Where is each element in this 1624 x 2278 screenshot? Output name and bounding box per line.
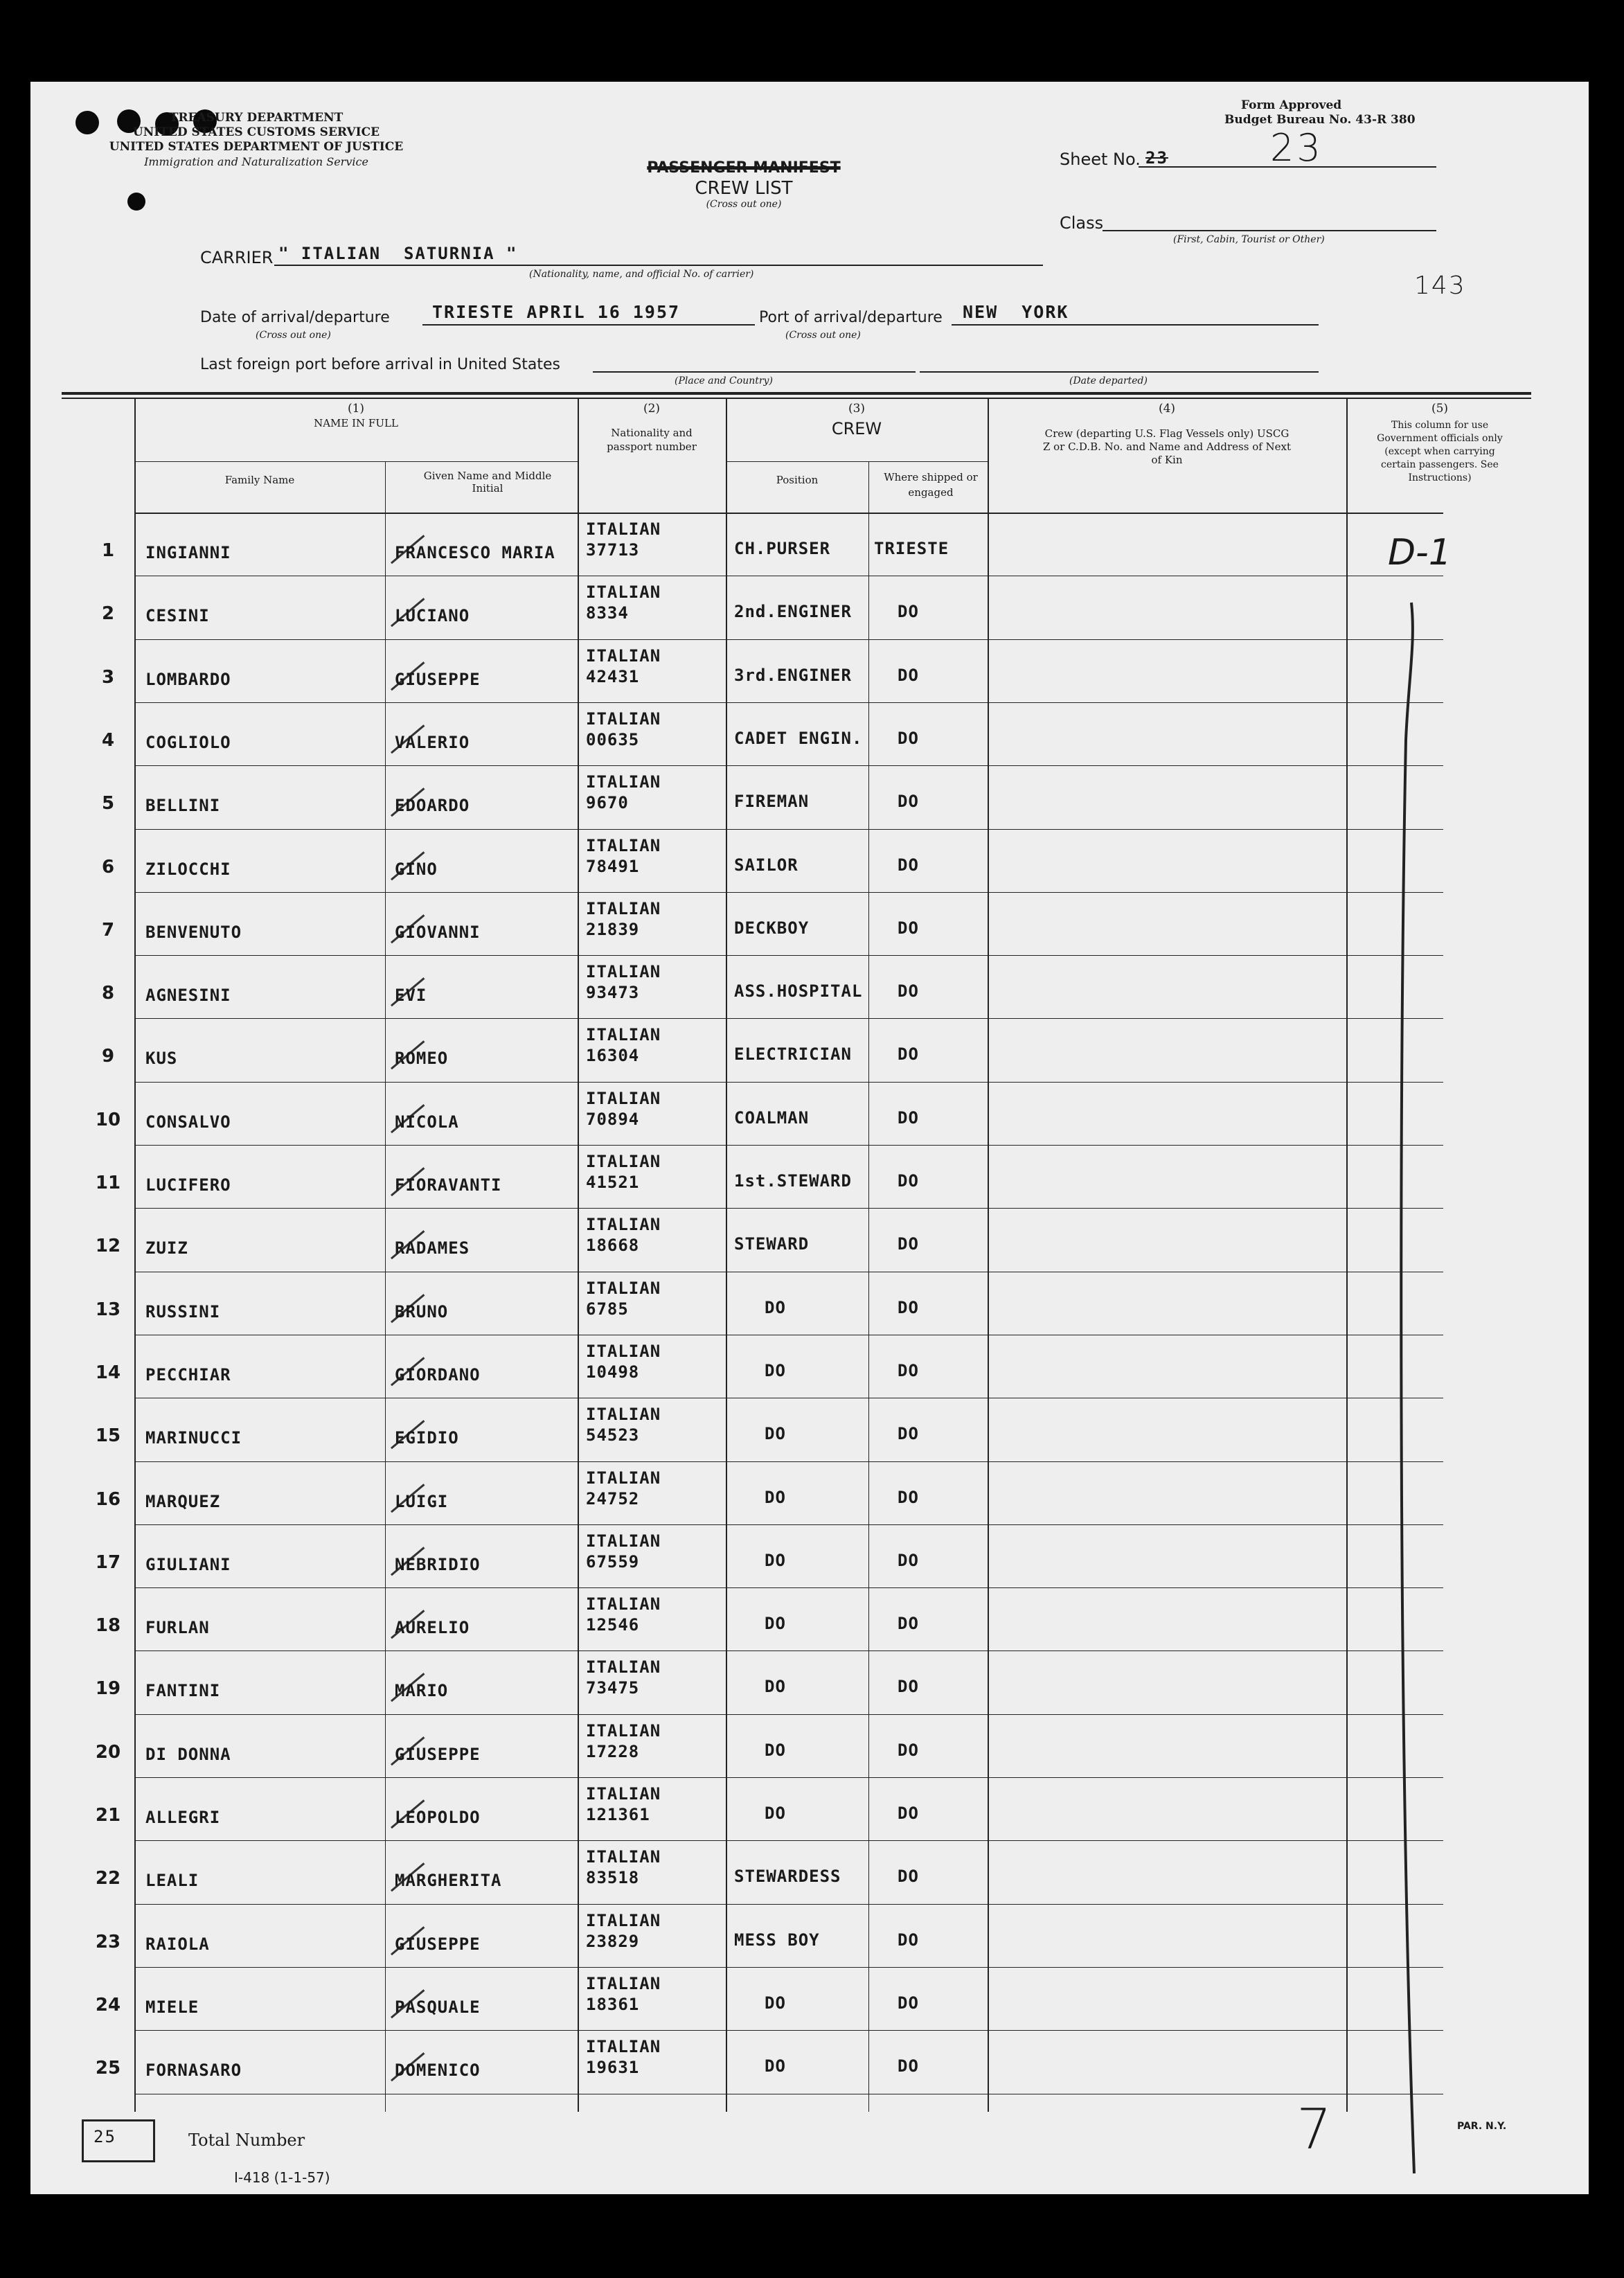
class-label: Class bbox=[1060, 213, 1104, 233]
family-name: KUS bbox=[145, 1049, 178, 1069]
passport-number: 10498 bbox=[586, 1362, 640, 1382]
nationality: ITALIAN bbox=[586, 1784, 661, 1804]
given-name: AURELIO bbox=[395, 1618, 470, 1638]
position: DO bbox=[765, 1487, 786, 1507]
row-number: 14 bbox=[95, 1362, 121, 1383]
nationality: ITALIAN bbox=[586, 1215, 661, 1235]
given-name: LUIGI bbox=[395, 1491, 449, 1511]
given-name: GIUSEPPE bbox=[395, 669, 481, 689]
row-divider bbox=[134, 1777, 1443, 1778]
position: DO bbox=[765, 1993, 786, 2013]
row-number: 8 bbox=[101, 983, 115, 1004]
row-number: 4 bbox=[101, 729, 115, 751]
passport-number: 121361 bbox=[586, 1805, 650, 1824]
row-number: 1 bbox=[101, 540, 115, 561]
position: 3rd.ENGINER bbox=[734, 665, 852, 685]
given-name: BRUNO bbox=[395, 1301, 449, 1322]
given-name: LUCIANO bbox=[395, 606, 470, 626]
passport-number: 00635 bbox=[586, 729, 640, 749]
given-name: EDOARDO bbox=[395, 796, 470, 816]
nationality: ITALIAN bbox=[586, 1657, 661, 1678]
row-divider bbox=[134, 955, 1443, 956]
family-name: DI DONNA bbox=[145, 1744, 231, 1764]
row-number: 18 bbox=[95, 1615, 121, 1637]
nationality: ITALIAN bbox=[586, 1720, 661, 1741]
row-divider bbox=[134, 1714, 1443, 1715]
printer-mark: PAR. N.Y. bbox=[1457, 2121, 1507, 2132]
nationality: ITALIAN bbox=[586, 1910, 661, 1930]
last-port-place-caption: (Place and Country) bbox=[675, 375, 773, 386]
where-shipped: DO bbox=[898, 602, 919, 622]
position: STEWARDESS bbox=[734, 1867, 841, 1887]
agency-line-1: TREASURY DEPARTMENT bbox=[169, 111, 343, 125]
given-name: MARGHERITA bbox=[395, 1871, 502, 1891]
where-shipped: DO bbox=[898, 2056, 919, 2076]
nationality: ITALIAN bbox=[586, 835, 661, 855]
position: DO bbox=[765, 1614, 786, 1634]
row-divider bbox=[134, 1524, 1443, 1525]
row-number: 2 bbox=[101, 603, 115, 625]
position: DO bbox=[765, 1677, 786, 1697]
given-name: RADAMES bbox=[395, 1238, 470, 1258]
agency-line-2: UNITED STATES CUSTOMS SERVICE bbox=[132, 125, 380, 139]
nationality: ITALIAN bbox=[586, 582, 661, 603]
row-divider bbox=[134, 1587, 1443, 1588]
family-name: MARINUCCI bbox=[145, 1428, 242, 1448]
row-number: 7 bbox=[101, 919, 115, 941]
last-port-label: Last foreign port before arrival in United States bbox=[200, 356, 560, 373]
col3b-header: Where shipped or engaged bbox=[884, 471, 978, 499]
family-name: COGLIOLO bbox=[145, 732, 231, 752]
row-number: 19 bbox=[95, 1678, 121, 1700]
passport-number: 93473 bbox=[586, 983, 640, 1003]
col1a-header: Family Name bbox=[224, 474, 295, 486]
position: CH.PURSER bbox=[734, 539, 831, 558]
carrier-label: CARRIER bbox=[200, 248, 274, 267]
position: STEWARD bbox=[734, 1234, 810, 1254]
form-id: I-418 (1-1-57) bbox=[234, 2169, 330, 2186]
passport-number: 9670 bbox=[586, 793, 629, 813]
where-shipped: DO bbox=[898, 1930, 919, 1950]
passport-number: 70894 bbox=[586, 1109, 640, 1129]
nationality: ITALIAN bbox=[586, 1152, 661, 1171]
family-name: LUCIFERO bbox=[145, 1175, 231, 1195]
family-name: CESINI bbox=[145, 606, 210, 626]
crew-list-form bbox=[30, 82, 1589, 2194]
col3-number: (3) bbox=[848, 402, 866, 416]
passport-number: 67559 bbox=[586, 1551, 640, 1572]
col3a-header: Position bbox=[776, 474, 819, 486]
family-name: ZUIZ bbox=[145, 1238, 188, 1258]
col1-number: (1) bbox=[347, 402, 365, 416]
nationality: ITALIAN bbox=[586, 1531, 661, 1551]
row-number: 3 bbox=[101, 666, 115, 688]
where-shipped: DO bbox=[898, 918, 919, 938]
passport-number: 42431 bbox=[586, 666, 640, 686]
last-port-date-caption: (Date departed) bbox=[1069, 375, 1148, 386]
row-divider bbox=[134, 892, 1443, 893]
given-name: LEOPOLDO bbox=[395, 1808, 481, 1827]
passport-number: 41521 bbox=[586, 1173, 640, 1192]
position: DO bbox=[765, 1740, 786, 1760]
agency-header bbox=[76, 111, 436, 169]
given-name: GIUSEPPE bbox=[395, 1934, 481, 1954]
passport-number: 6785 bbox=[586, 1299, 629, 1319]
row-divider bbox=[134, 1967, 1443, 1968]
row-number: 15 bbox=[95, 1425, 121, 1447]
agency-line-4: Immigration and Naturalization Service bbox=[144, 155, 368, 168]
family-name: BELLINI bbox=[145, 796, 221, 816]
date-arrival-value: TRIESTE APRIL 16 1957 bbox=[432, 302, 681, 322]
position: ELECTRICIAN bbox=[734, 1044, 852, 1065]
position: DECKBOY bbox=[734, 918, 810, 938]
where-shipped: DO bbox=[898, 1614, 919, 1634]
passport-number: 54523 bbox=[586, 1425, 640, 1445]
row-divider bbox=[134, 1840, 1443, 1841]
row-number: 17 bbox=[95, 1551, 121, 1573]
given-name: NICOLA bbox=[395, 1112, 459, 1132]
total-label: Total Number bbox=[188, 2130, 305, 2150]
nationality: ITALIAN bbox=[586, 519, 661, 539]
nationality: ITALIAN bbox=[586, 1847, 661, 1867]
where-shipped: DO bbox=[898, 1740, 919, 1760]
family-name: ALLEGRI bbox=[145, 1808, 221, 1827]
col1-header bbox=[134, 402, 578, 431]
col5-header bbox=[1346, 402, 1533, 485]
given-name: FIORAVANTI bbox=[395, 1175, 502, 1195]
col2-header bbox=[578, 402, 726, 454]
where-shipped: DO bbox=[898, 1234, 919, 1254]
col1b-header: Given Name and Middle Initial bbox=[423, 470, 552, 495]
family-name: CONSALVO bbox=[145, 1112, 231, 1132]
nationality: ITALIAN bbox=[586, 709, 661, 729]
row-number: 16 bbox=[95, 1488, 121, 1510]
col4-title: Crew (departing U.S. Flag Vessels only) USCG Z or C.D.B. No. and Name and Address of Next of Kin bbox=[1042, 427, 1292, 466]
where-shipped: DO bbox=[898, 855, 919, 875]
passport-number: 21839 bbox=[586, 919, 640, 939]
passport-number: 18361 bbox=[586, 1994, 640, 2014]
nationality: ITALIAN bbox=[586, 1341, 661, 1361]
family-name: FANTINI bbox=[145, 1681, 221, 1701]
row-divider bbox=[134, 1082, 1443, 1083]
col5-number: (5) bbox=[1431, 402, 1449, 416]
given-name: GIOVANNI bbox=[395, 922, 481, 942]
col2-number: (2) bbox=[643, 402, 661, 416]
sheet-number-label: Sheet No. bbox=[1060, 150, 1141, 169]
crew-list-title: CREW LIST bbox=[695, 178, 793, 199]
form-approved bbox=[1224, 98, 1416, 127]
row-number: 21 bbox=[95, 1805, 121, 1826]
nationality: ITALIAN bbox=[586, 1973, 661, 1993]
position: DO bbox=[765, 1424, 786, 1444]
row-divider bbox=[134, 639, 1443, 640]
passport-number: 8334 bbox=[586, 603, 629, 623]
position: DO bbox=[765, 1297, 786, 1317]
row-divider bbox=[134, 829, 1443, 830]
passport-number: 37713 bbox=[586, 540, 640, 560]
passport-number: 73475 bbox=[586, 1678, 640, 1698]
passport-number: 24752 bbox=[586, 1488, 640, 1509]
row-divider bbox=[134, 1461, 1443, 1462]
row-number: 24 bbox=[95, 1994, 121, 2016]
nationality: ITALIAN bbox=[586, 1468, 661, 1488]
col1-title: NAME IN FULL bbox=[314, 417, 398, 429]
form-title bbox=[640, 159, 848, 210]
family-name: FORNASARO bbox=[145, 2061, 242, 2081]
row-number: 12 bbox=[95, 1236, 121, 1257]
where-shipped: DO bbox=[898, 1171, 919, 1191]
row-number: 11 bbox=[95, 1173, 121, 1193]
position: CADET ENGIN. bbox=[734, 728, 863, 748]
nationality: ITALIAN bbox=[586, 772, 661, 792]
family-name: AGNESINI bbox=[145, 986, 231, 1006]
agency-line-3: UNITED STATES DEPARTMENT OF JUSTICE bbox=[109, 140, 404, 154]
passport-number: 12546 bbox=[586, 1615, 640, 1635]
passport-number: 17228 bbox=[586, 1741, 640, 1761]
family-name: MIELE bbox=[145, 1997, 199, 2017]
row-divider bbox=[134, 1018, 1443, 1019]
row-number: 13 bbox=[95, 1299, 121, 1320]
family-name: RUSSINI bbox=[145, 1301, 221, 1322]
title-note: (Cross out one) bbox=[706, 199, 782, 210]
given-name: NEBRIDIO bbox=[395, 1554, 481, 1574]
passport-number: 18668 bbox=[586, 1236, 640, 1256]
form-approved-line-1: Form Approved bbox=[1241, 98, 1342, 112]
nationality: ITALIAN bbox=[586, 1025, 661, 1045]
passport-number: 23829 bbox=[586, 1931, 640, 1951]
annotation-row1: D-1 bbox=[1388, 532, 1452, 573]
struck-title: PASSENGER MANIFEST bbox=[647, 159, 841, 177]
budget-bureau-number: Budget Bureau No. 43-R 380 bbox=[1224, 113, 1416, 127]
port-arrival-value: NEW YORK bbox=[963, 302, 1069, 322]
col3-title: CREW bbox=[831, 419, 882, 438]
col5-title: This column for use Government officials only (except when carrying certain passengers. See Instructions) bbox=[1377, 420, 1503, 483]
where-shipped: DO bbox=[898, 1424, 919, 1444]
nationality: ITALIAN bbox=[586, 1278, 661, 1298]
where-shipped: DO bbox=[898, 728, 919, 748]
row-number: 6 bbox=[101, 856, 115, 878]
where-shipped: DO bbox=[898, 1487, 919, 1507]
row-number: 25 bbox=[95, 2058, 121, 2079]
position: 1st.STEWARD bbox=[734, 1171, 852, 1191]
col3-header bbox=[726, 402, 988, 436]
nationality: ITALIAN bbox=[586, 646, 661, 666]
where-shipped: DO bbox=[898, 665, 919, 685]
nationality: ITALIAN bbox=[586, 898, 661, 918]
family-name: RAIOLA bbox=[145, 1934, 210, 1954]
family-name: ZILOCCHI bbox=[145, 859, 231, 879]
passport-number: 16304 bbox=[586, 1046, 640, 1066]
given-name: EGIDIO bbox=[395, 1428, 459, 1448]
position: 2nd.ENGINER bbox=[734, 602, 852, 622]
col4-header bbox=[988, 402, 1346, 467]
family-name: LOMBARDO bbox=[145, 669, 231, 689]
sheet-number-handwritten: 23 bbox=[1270, 126, 1323, 170]
family-name: FURLAN bbox=[145, 1618, 210, 1638]
where-shipped: TRIESTE bbox=[874, 539, 949, 558]
total-box bbox=[82, 2119, 155, 2162]
row-divider bbox=[134, 765, 1443, 766]
position: ASS.HOSPITAL bbox=[734, 981, 863, 1002]
row-divider bbox=[134, 1145, 1443, 1146]
nationality: ITALIAN bbox=[586, 962, 661, 982]
stamp-number: 143 bbox=[1414, 272, 1466, 300]
where-shipped: DO bbox=[898, 792, 919, 812]
family-name: GIULIANI bbox=[145, 1554, 231, 1574]
given-name: FRANCESCO MARIA bbox=[395, 543, 555, 562]
passport-number: 19631 bbox=[586, 2058, 640, 2078]
sheet-number-typed: 23 bbox=[1145, 148, 1168, 168]
position: FIREMAN bbox=[734, 792, 810, 812]
row-number: 20 bbox=[95, 1741, 121, 1763]
passport-number: 83518 bbox=[586, 1868, 640, 1888]
row-number: 22 bbox=[95, 1868, 121, 1889]
port-arrival-label: Port of arrival/departure bbox=[759, 309, 943, 326]
handwritten-mark: 7 bbox=[1296, 2097, 1332, 2162]
passport-number: 78491 bbox=[586, 856, 640, 876]
total-value: 25 bbox=[93, 2127, 116, 2146]
row-number: 23 bbox=[95, 1931, 121, 1952]
date-arrival-label: Date of arrival/departure bbox=[200, 309, 390, 326]
row-divider bbox=[134, 702, 1443, 703]
carrier-caption: (Nationality, name, and official No. of carrier) bbox=[529, 269, 754, 280]
where-shipped: DO bbox=[898, 981, 919, 1002]
row-number: 9 bbox=[101, 1046, 115, 1067]
punch-hole bbox=[127, 193, 145, 211]
where-shipped: DO bbox=[898, 1867, 919, 1887]
where-shipped: DO bbox=[898, 1360, 919, 1380]
position: DO bbox=[765, 1360, 786, 1380]
given-name: DOMENICO bbox=[395, 2061, 481, 2081]
nationality: ITALIAN bbox=[586, 1088, 661, 1108]
position: DO bbox=[765, 2056, 786, 2076]
row-number: 10 bbox=[95, 1109, 121, 1130]
where-shipped: DO bbox=[898, 1993, 919, 2013]
row-number: 5 bbox=[101, 793, 115, 815]
row-divider bbox=[134, 1904, 1443, 1905]
row-divider bbox=[134, 2030, 1443, 2031]
given-name: ROMEO bbox=[395, 1049, 449, 1069]
given-name: EVI bbox=[395, 986, 427, 1006]
row-divider bbox=[134, 1650, 1443, 1651]
given-name: VALERIO bbox=[395, 732, 470, 752]
carrier-value: " ITALIAN SATURNIA " bbox=[278, 244, 518, 263]
where-shipped: DO bbox=[898, 1297, 919, 1317]
given-name: GIUSEPPE bbox=[395, 1744, 481, 1764]
port-arrival-caption: (Cross out one) bbox=[785, 330, 861, 341]
where-shipped: DO bbox=[898, 1550, 919, 1570]
family-name: INGIANNI bbox=[145, 543, 231, 562]
position: DO bbox=[765, 1804, 786, 1823]
date-arrival-caption: (Cross out one) bbox=[256, 330, 331, 341]
given-name: PASQUALE bbox=[395, 1997, 481, 2017]
where-shipped: DO bbox=[898, 1677, 919, 1697]
nationality: ITALIAN bbox=[586, 1405, 661, 1425]
col2-title: Nationality and passport number bbox=[607, 427, 697, 453]
family-name: PECCHIAR bbox=[145, 1364, 231, 1385]
col4-number: (4) bbox=[1158, 402, 1176, 416]
family-name: BENVENUTO bbox=[145, 922, 242, 942]
position: SAILOR bbox=[734, 855, 798, 875]
where-shipped: DO bbox=[898, 1044, 919, 1065]
position: DO bbox=[765, 1550, 786, 1570]
where-shipped: DO bbox=[898, 1107, 919, 1128]
ditto-line-col5 bbox=[1388, 601, 1443, 2180]
family-name: MARQUEZ bbox=[145, 1491, 221, 1511]
position: COALMAN bbox=[734, 1107, 810, 1128]
nationality: ITALIAN bbox=[586, 1594, 661, 1614]
class-caption: (First, Cabin, Tourist or Other) bbox=[1173, 234, 1325, 245]
position: MESS BOY bbox=[734, 1930, 820, 1950]
given-name: MARIO bbox=[395, 1681, 449, 1701]
family-name: LEALI bbox=[145, 1871, 199, 1891]
where-shipped: DO bbox=[898, 1804, 919, 1823]
given-name: GIORDANO bbox=[395, 1364, 481, 1385]
given-name: GINO bbox=[395, 859, 438, 879]
row-divider bbox=[134, 1208, 1443, 1209]
nationality: ITALIAN bbox=[586, 2037, 661, 2057]
